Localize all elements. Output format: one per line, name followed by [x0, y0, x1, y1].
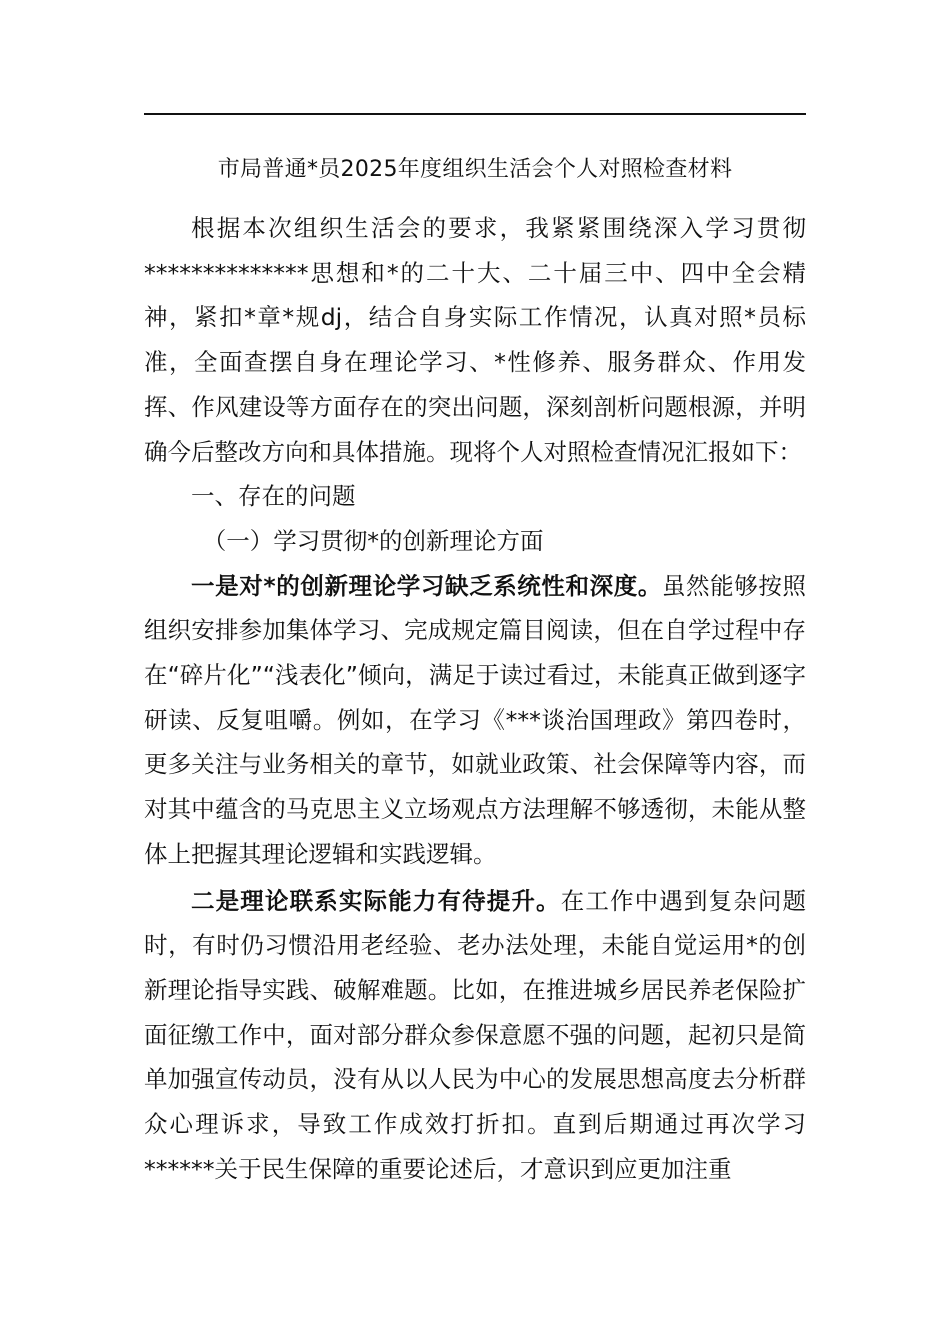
problem-paragraph-2 — [144, 879, 806, 1192]
problem-1-text: 虽然能够按照组织安排参加集体学习、完成规定篇目阅读，但在自学过程中存在“碎片化”“浅表化”倾向，满足于读过看过，未能真正做到逐字研读、反复咀嚼。例如，在学习《***谈治国理政》第四卷时，更多关注与业务相关的章节，如就业政策、社会保障等内容，而对其中蕴含的马克思主义立场观点方法理解不够透彻，未能从整体上把握其理论逻辑和实践逻辑。 — [144, 571, 806, 868]
header-rule — [144, 113, 806, 115]
problem-1-lead: 一是对*的创新理论学习缺乏系统性和深度。 — [191, 571, 662, 600]
subsection-heading-theory-study: （一）学习贯彻*的创新理论方面 — [202, 526, 544, 555]
problem-2-text: 在工作中遇到复杂问题时，有时仍习惯沿用老经验、老办法处理，未能自觉运用*的创新理论指导实践、破解难题。比如，在推进城乡居民养老保险扩面征缴工作中，面对部分群众参保意愿不强的问题，起初只是简单加强宣传动员，没有从以人民为中心的发展思想高度去分析群众心理诉求，导致工作成效打折扣。直到后期通过再次学习******关于民生保障的重要论述后，才意识到应更加注重 — [144, 886, 806, 1183]
section-heading-problems: 一、存在的问题 — [191, 482, 356, 511]
document-body — [144, 206, 806, 1191]
problem-2-lead: 二是理论联系实际能力有待提升。 — [191, 886, 561, 915]
problem-paragraph-1 — [144, 564, 806, 877]
document-title: 市局普通*员2025年度组织生活会个人对照检查材料 — [217, 157, 733, 182]
intro-paragraph: 根据本次组织生活会的要求，我紧紧围绕深入学习贯彻**************思想和*的二十大、二十届三中、四中全会精神，紧扣*章*规dj，结合自身实际工作情况，认真对照*员标准，全面查摆自身在理论学习、*性修养、服务群众、作用发挥、作风建设等方面存在的突出问题，深刻剖析问题根源，并明确今后整改方向和具体措施。现将个人对照检查情况汇报如下： — [144, 214, 806, 466]
